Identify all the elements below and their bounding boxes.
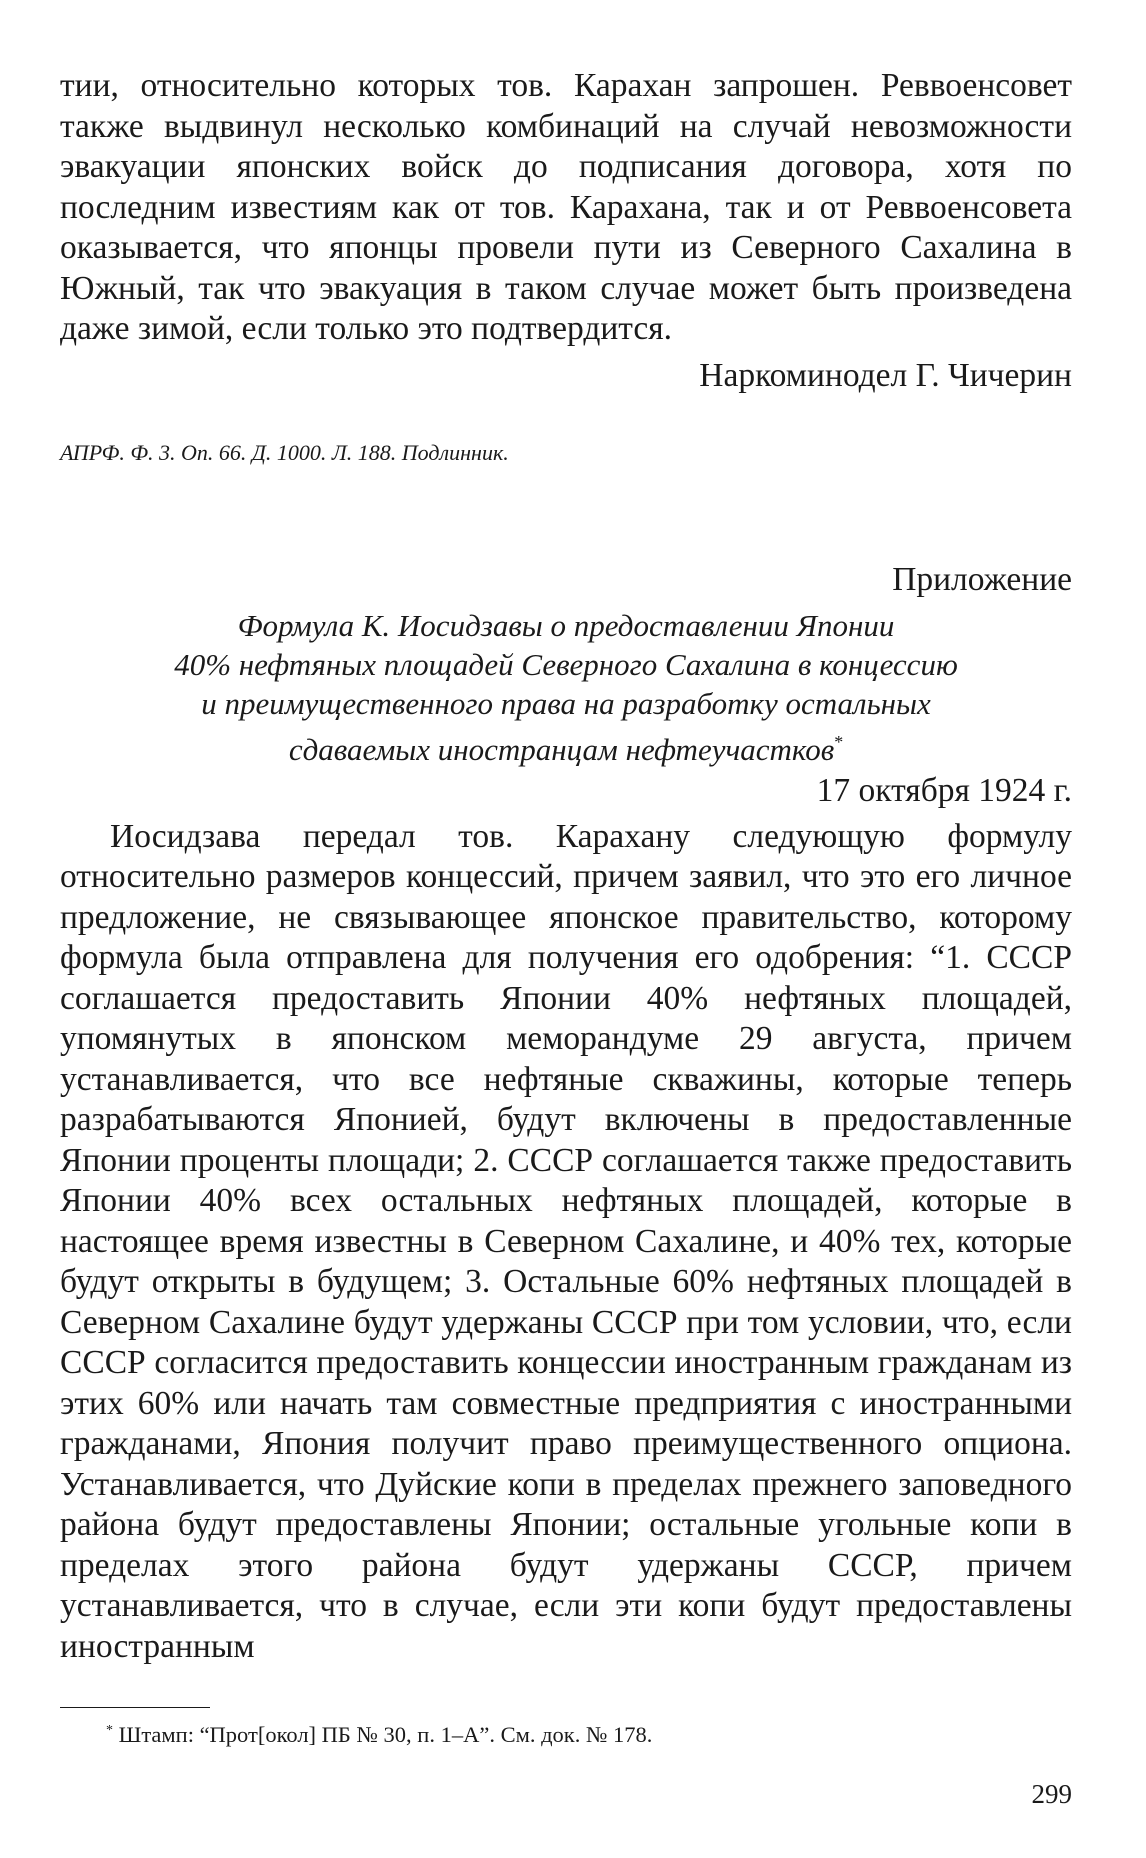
appendix-title-line: 40% нефтяных площадей Северного Сахалина в концессию	[174, 646, 958, 682]
appendix-label: Приложение	[892, 560, 1072, 598]
footnote-mark: *	[834, 731, 844, 752]
document-date: 17 октября 1924 г.	[816, 771, 1072, 809]
appendix-title-line: Формула К. Иосидзавы о предоставлении Японии	[237, 607, 895, 643]
appendix-title	[60, 606, 1072, 769]
footnote-divider	[60, 1707, 210, 1708]
continuation-paragraph: тии, относительно которых тов. Карахан запрошен. Реввоенсовет также выдвинул несколько комбинаций на случай невозможности эвакуации японских войск до подписания договора, хотя по последним известиям как от тов. Карахана, так и от Реввоенсовета оказывается, что японцы провели пути из Северного Сахалина в Южный, так что эвакуация в таком случае может быть произведена даже зимой, если только это подтвердится.	[60, 67, 1072, 347]
footnote-text: Штамп: “Прот[окол] ПБ № 30, п. 1–А”. См. док. № 178.	[113, 1722, 653, 1747]
page-number: 299	[1031, 1779, 1072, 1809]
appendix-title-line	[60, 723, 1072, 769]
appendix-title-line-text: сдаваемых иностранцам нефтеучастков	[288, 731, 835, 767]
footnote-mark: *	[106, 1723, 113, 1738]
footnote	[106, 1716, 652, 1750]
archive-reference: АПРФ. Ф. 3. Оп. 66. Д. 1000. Л. 188. Подлинник.	[60, 439, 509, 465]
appendix-title-line: и преимущественного права на разработку остальных	[201, 685, 931, 721]
signature: Наркоминодел Г. Чичерин	[699, 356, 1072, 394]
page-content	[60, 66, 1072, 1667]
appendix-body: Иосидзава передал тов. Карахану следующую формулу относительно размеров концессий, причем заявил, что это его личное предложение, не связывающее японское правительство, которому формула была отправлена для получения его одобрения: “1. СССР соглашается предоставить Японии 40% нефтяных площадей, упомянутых в японском меморандуме 29 августа, причем устанавливается, что все нефтяные скважины, которые теперь разрабатываются Японией, будут включены в предоставленные Японии проценты площади; 2. СССР соглашается также предоставить Японии 40% всех остальных нефтяных площадей, которые в настоящее время известны в Северном Сахалине, и 40% тех, которые будут открыты в будущем; 3. Остальные 60% нефтяных площадей в Северном Сахалине будут удержаны СССР при том условии, что, если СССР согласится предоставить концессии иностранным гражданам из этих 60% или начать там совместные предприятия с иностранными гражданами, Япония получит право преимущественного опциона. Устанавливается, что Дуйские копи в пределах прежнего заповедного района будут предоставлены Японии; остальные угольные копи в пределах этого района будут удержаны СССР, причем устанавливается, что в случае, если эти копи будут предоставлены иностранным	[60, 817, 1072, 1665]
